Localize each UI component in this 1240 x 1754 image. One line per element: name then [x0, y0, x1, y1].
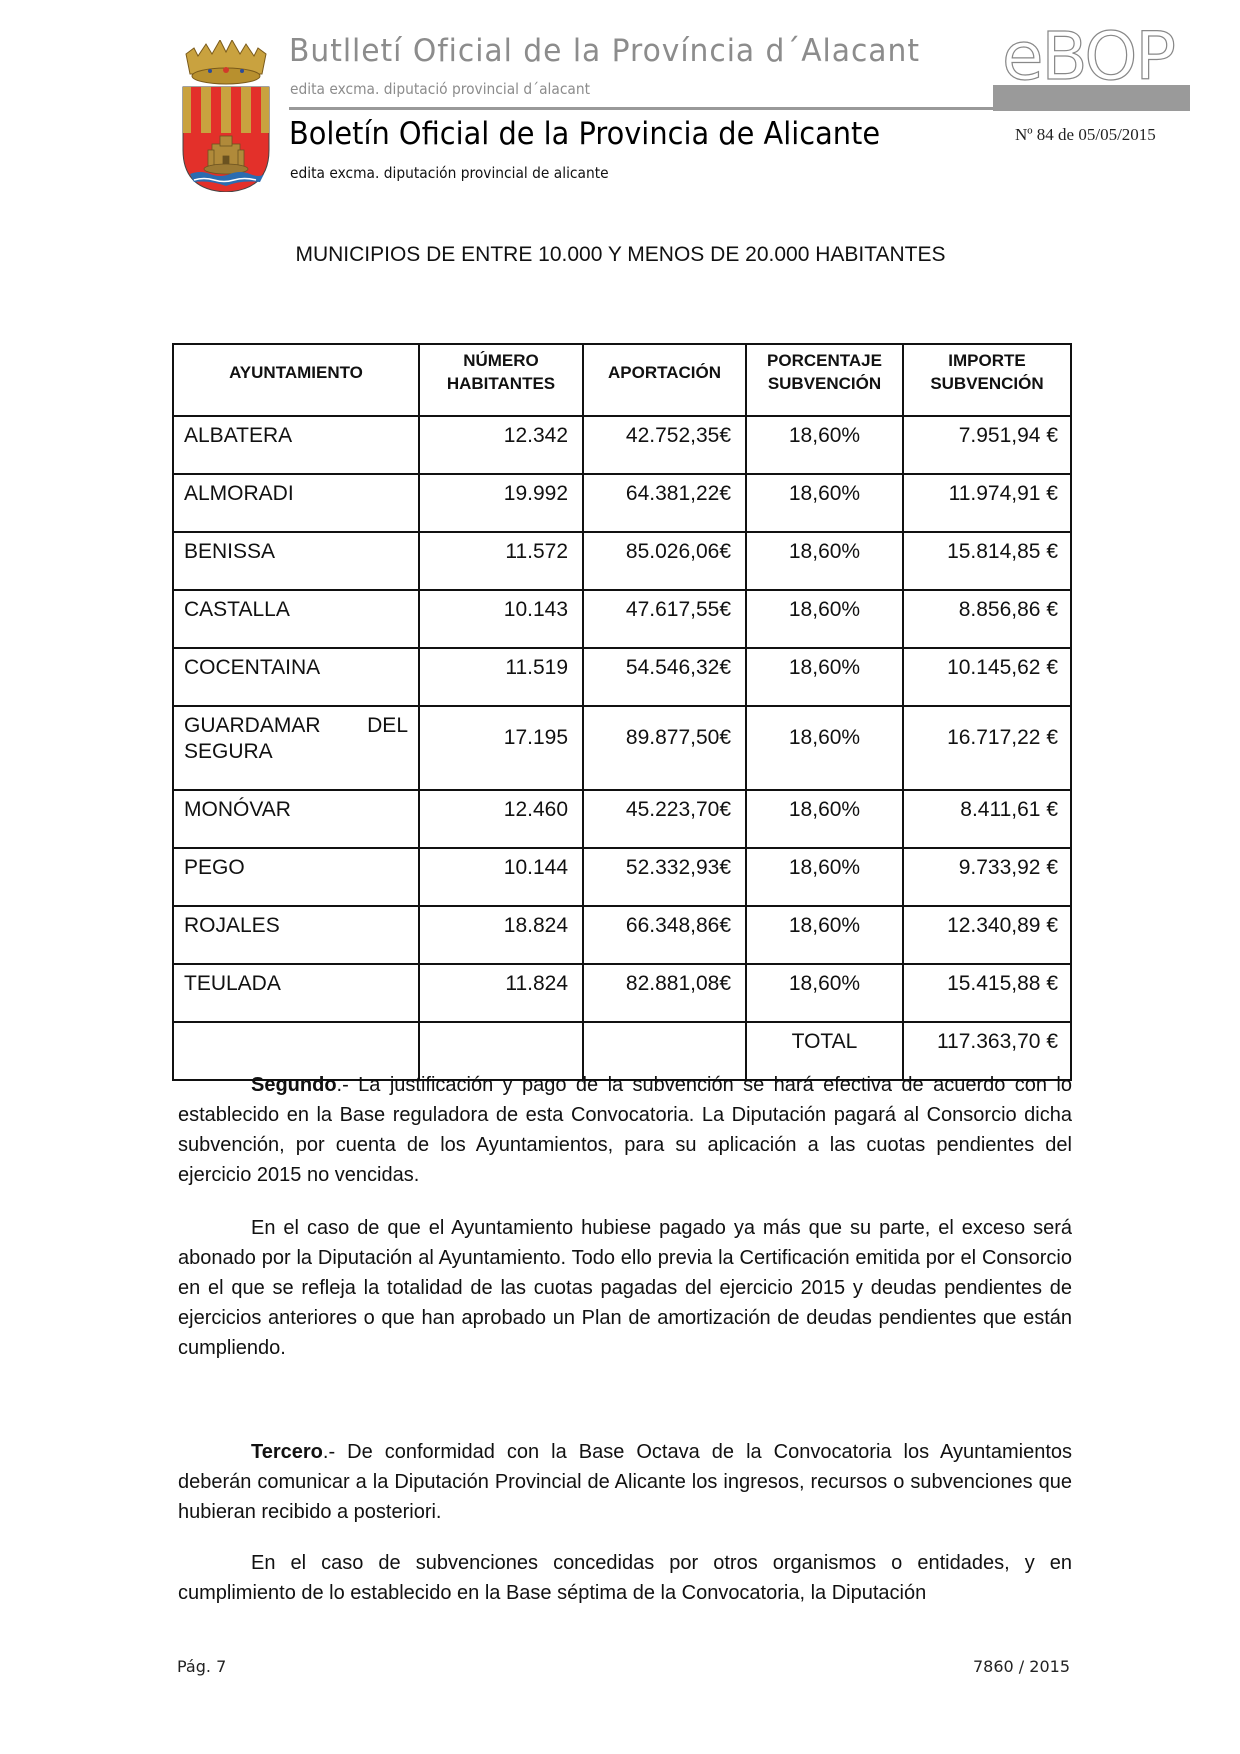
cell-habitantes: 12.460: [419, 790, 583, 848]
column-header-habitantes: NÚMERO HABITANTES: [419, 344, 583, 416]
cell-importe: 8.856,86 €: [903, 590, 1071, 648]
cell-aportacion: 45.223,70€: [583, 790, 746, 848]
table-row: [173, 532, 1071, 590]
header-divider: [289, 107, 994, 110]
paragraph-segundo: Segundo.- La justificación y pago de la subvención se hará efectiva de acuerdo con lo establecido en la Base reguladora de esta Convocatoria. La Diputación pagará al Consorcio dicha subvención, por cuenta de los Ayuntamientos, para su aplicación a las cuotas pendientes del ejercicio 2015 no vencidas.: [178, 1074, 1072, 1186]
table-row: [173, 906, 1071, 964]
cell-ayuntamiento: PEGO: [173, 848, 419, 906]
cell-porcentaje: 18,60%: [746, 532, 903, 590]
ebop-logo: [1000, 22, 1176, 86]
paragraph-exceso: En el caso de que el Ayuntamiento hubiese pagado ya más que su parte, el exceso será abonado por la Diputación al Ayuntamiento. Todo ello previa la Certificación emitida por el Consorcio en el que se refleja la totalidad de las cuotas pagadas del ejercicio 2015 y deudas pendientes de ejercicios anteriores o que han aprobado un Plan de amortización de deudas pendientes que están cumpliendo.: [178, 1217, 1072, 1359]
table-row: [173, 416, 1071, 474]
bulletin-subtitle-valencian: edita excma. diputació provincial d´alacant: [290, 80, 591, 98]
cell-porcentaje: 18,60%: [746, 964, 903, 1022]
cell-aportacion: 89.877,50€: [583, 706, 746, 790]
cell-habitantes: 10.143: [419, 590, 583, 648]
cell-ayuntamiento: ROJALES: [173, 906, 419, 964]
cell-porcentaje: 18,60%: [746, 906, 903, 964]
cell-porcentaje: 18,60%: [746, 790, 903, 848]
cell-porcentaje: 18,60%: [746, 416, 903, 474]
ebop-logo-text: eBOP: [1002, 22, 1175, 86]
table-row: [173, 964, 1071, 1022]
cell-ayuntamiento: CASTALLA: [173, 590, 419, 648]
bulletin-subtitle-spanish: edita excma. diputación provincial de alicante: [290, 164, 609, 182]
table-row: [173, 848, 1071, 906]
cell-importe: 8.411,61 €: [903, 790, 1071, 848]
paragraph-lead: Tercero: [251, 1441, 323, 1463]
column-header-importe: IMPORTE SUBVENCIÓN: [903, 344, 1071, 416]
cell-aportacion: 64.381,22€: [583, 474, 746, 532]
cell-importe: 12.340,89 €: [903, 906, 1071, 964]
cell-habitantes: 18.824: [419, 906, 583, 964]
cell-porcentaje: 18,60%: [746, 648, 903, 706]
cell-habitantes: 11.519: [419, 648, 583, 706]
subsidy-table: [172, 343, 1072, 1081]
cell-habitantes: 11.572: [419, 532, 583, 590]
cell-aportacion: 54.546,32€: [583, 648, 746, 706]
table-row: [173, 648, 1071, 706]
cell-ayuntamiento: [173, 706, 419, 790]
cell-aportacion: 52.332,93€: [583, 848, 746, 906]
table-row: [173, 590, 1071, 648]
cell-ayuntamiento: ALMORADI: [173, 474, 419, 532]
paragraph-tercero: Tercero.- De conformidad con la Base Octava de la Convocatoria los Ayuntamientos deberán comunicar a la Diputación Provincial de Alicante los ingresos, recursos o subvenciones que hubieran recibido a posteriori.: [178, 1441, 1072, 1523]
cell-aportacion: 66.348,86€: [583, 906, 746, 964]
cell-ayuntamiento: TEULADA: [173, 964, 419, 1022]
cell-habitantes: 17.195: [419, 706, 583, 790]
cell-ayuntamiento-line2: SEGURA: [184, 740, 273, 763]
table-row: [173, 706, 1071, 790]
paragraph-otras-subvenciones: En el caso de subvenciones concedidas por otros organismos o entidades, y en cumplimiento de lo establecido en la Base séptima de la Convocatoria, la Diputación: [178, 1552, 1072, 1604]
cell-importe: 10.145,62 €: [903, 648, 1071, 706]
table-row: [173, 474, 1071, 532]
cell-porcentaje: 18,60%: [746, 706, 903, 790]
cell-habitantes: 19.992: [419, 474, 583, 532]
column-header-porcentaje: PORCENTAJE SUBVENCIÓN: [746, 344, 903, 416]
cell-importe: 15.814,85 €: [903, 532, 1071, 590]
column-header-aportacion: APORTACIÓN: [583, 344, 746, 416]
cell-habitantes: 12.342: [419, 416, 583, 474]
shield-icon: [183, 87, 269, 192]
cell-ayuntamiento-line1: GUARDAMAR DEL: [184, 714, 408, 737]
cell-aportacion: 85.026,06€: [583, 532, 746, 590]
cell-ayuntamiento: COCENTAINA: [173, 648, 419, 706]
cell-importe: 16.717,22 €: [903, 706, 1071, 790]
page-number: Pág. 7: [177, 1657, 227, 1676]
cell-porcentaje: 18,60%: [746, 590, 903, 648]
cell-ayuntamiento: MONÓVAR: [173, 790, 419, 848]
total-value: 117.363,70 €: [903, 1022, 1071, 1080]
cell-porcentaje: 18,60%: [746, 474, 903, 532]
cell-importe: 11.974,91 €: [903, 474, 1071, 532]
cell-importe: 7.951,94 €: [903, 416, 1071, 474]
cell-porcentaje: 18,60%: [746, 848, 903, 906]
bulletin-title-spanish: Boletín Oficial de la Provincia de Alicante: [289, 116, 881, 152]
cell-importe: 15.415,88 €: [903, 964, 1071, 1022]
table-row: [173, 790, 1071, 848]
crown-icon: [186, 40, 266, 84]
cell-ayuntamiento: BENISSA: [173, 532, 419, 590]
cell-habitantes: 10.144: [419, 848, 583, 906]
document-reference: 7860 / 2015: [973, 1657, 1070, 1676]
cell-importe: 9.733,92 €: [903, 848, 1071, 906]
bulletin-title-valencian: Butlletí Oficial de la Província d´Alacant: [289, 33, 920, 69]
issue-number-date: Nº 84 de 05/05/2015: [1015, 125, 1156, 144]
cell-aportacion: 47.617,55€: [583, 590, 746, 648]
table-header-row: [173, 344, 1071, 416]
provincial-coat-of-arms-icon: [180, 40, 272, 192]
total-label: TOTAL: [746, 1022, 903, 1080]
cell-aportacion: 82.881,08€: [583, 964, 746, 1022]
paragraph-lead: Segundo: [251, 1074, 337, 1096]
section-title: MUNICIPIOS DE ENTRE 10.000 Y MENOS DE 20.000 HABITANTES: [295, 243, 946, 266]
cell-habitantes: 11.824: [419, 964, 583, 1022]
cell-ayuntamiento: ALBATERA: [173, 416, 419, 474]
cell-aportacion: 42.752,35€: [583, 416, 746, 474]
column-header-ayuntamiento: AYUNTAMIENTO: [173, 344, 419, 416]
logo-underbar: [993, 85, 1190, 111]
